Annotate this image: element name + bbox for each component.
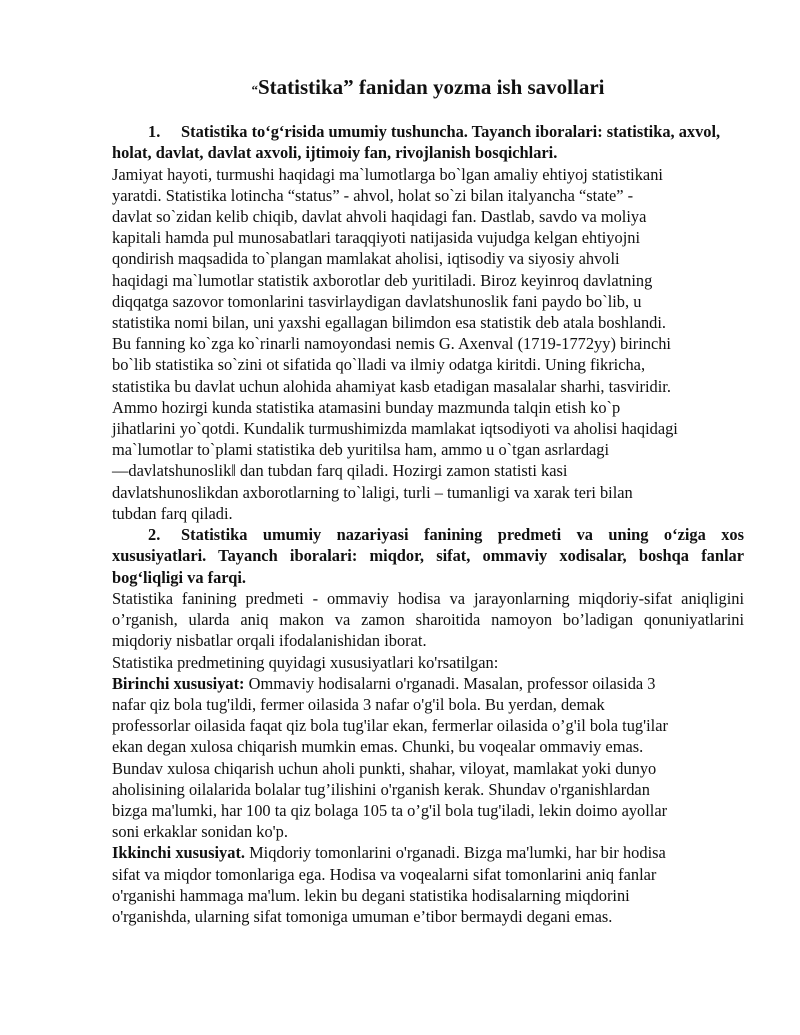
document-page bbox=[112, 72, 744, 927]
question-1-line: ma`lumotlar to`plami statistika deb yuritilsa ham, ammo u o`tgan asrlardagi bbox=[112, 440, 610, 460]
first-feature-line: soni erkaklar sonidan ko'p. bbox=[112, 822, 288, 842]
first-feature-line: ekan degan xulosa chiqarish mumkin emas. Chunki, bu voqealar ommaviy emas. bbox=[112, 737, 644, 757]
question-1-line: yaratdi. Statistika lotincha “status” - ahvol, holat so`zi bilan italyancha “state” - bbox=[112, 185, 634, 205]
question-1-heading bbox=[112, 121, 744, 164]
question-1-line: —davlatshunoslik‖ dan tubdan farq qiladi. Hozirgi zamon statisti kasi bbox=[112, 461, 568, 481]
question-1-line: Ammo hozirgi kunda statistika atamasini bunday mazmunda talqin etish ko`p bbox=[112, 397, 621, 417]
question-1-line: davlat so`zidan kelib chiqib, davlat ahvoli haqidagi fan. Dastlab, savdo va moliya bbox=[112, 207, 647, 226]
title-open-quote: “ bbox=[251, 82, 258, 97]
second-feature-line: sifat va miqdor tomonlariga ega. Hodisa va voqealarni sifat tomonlarini aniq fanlar bbox=[112, 864, 657, 884]
question-2-number: 2. bbox=[148, 525, 161, 545]
first-feature-label: Birinchi xususiyat: bbox=[112, 673, 245, 693]
question-1-line: statistika bu davlat uchun alohida ahamiyat kasb etadigan masalalar sharhi, tasviridir. bbox=[112, 376, 671, 396]
first-feature-line bbox=[112, 673, 744, 694]
question-1-number: 1. bbox=[148, 122, 161, 141]
document-title bbox=[112, 72, 744, 105]
question-1-body bbox=[112, 164, 744, 524]
first-feature-line: Bundav xulosa chiqarish uchun aholi punkti, shahar, viloyat, mamlakat yoki dunyo bbox=[112, 758, 657, 778]
question-1-line: haqidagi ma`lumotlar statistik axborotlar deb yuritiladi. Biroz keyinroq davlatning bbox=[112, 270, 653, 290]
question-1-heading-text: Statistika to‘g‘risida umumiy tushuncha. Tayanch iboralari: statistika, axvol, holat, davlat, davlat axvoli, ijtimoiy fan, rivojlanish bosqichlari. bbox=[112, 122, 721, 163]
first-feature-text: Ommaviy hodisalarni o'rganadi. Masalan, professor oilasida 3 bbox=[244, 673, 656, 693]
second-feature-label: Ikkinchi xususiyat. bbox=[112, 843, 246, 863]
question-1-line: davlatshunoslikdan axborotlarning to`laligi, turli – tumanligi va xarak teri bilan bbox=[112, 482, 633, 502]
question-1-line: kapitali hamda pul munosabatlari taraqqiyoti natijasida vujudga kelgan ehtiyojni bbox=[112, 228, 641, 248]
first-feature-line: nafar qiz bola tug'ildi, fermer oilasida 3 nafar o'g'il bola. Bu yerdan, demak bbox=[112, 694, 605, 714]
question-1-line: Jamiyat hayoti, turmushi haqidagi ma`lumotlarga bo`lgan amaliy ehtiyoj statistikani bbox=[112, 164, 663, 184]
question-2-features-intro: Statistika predmetining quyidagi xususiyatlari ko'rsatilgan: bbox=[112, 652, 499, 672]
question-1-line: qondirish maqsadida to`plangan mamlakat aholisi, iqtisodiy va siyosiy ahvoli bbox=[112, 249, 620, 269]
second-feature-line: o'rganishi hammaga ma'lum. lekin bu degani statistika hodisalarning miqdorini bbox=[112, 885, 630, 905]
question-1-line: diqqatga sazovor tomonlarini tasvirlaydigan davlatshunoslik fani paydo bo`lib, u bbox=[112, 291, 642, 311]
first-feature-line: bizga ma'lumki, har 100 ta qiz bolaga 105 ta o’g'il bola tug'iladi, lekin doimo ayollar bbox=[112, 800, 668, 820]
second-feature-line bbox=[112, 842, 744, 863]
title-text: Statistika” fanidan yozma ish savollari bbox=[257, 75, 605, 99]
first-feature-line: aholisining oilalarida bolalar tug’ilishini o'rganish kerak. Shundav o'rganishlardan bbox=[112, 779, 650, 799]
question-1-line: bo`lib statistika so`zini ot sifatida qo`lladi va ilmiy odatga kiritdi. Uning fikricha, bbox=[112, 355, 646, 375]
second-feature-text: Miqdoriy tomonlarini o'rganadi. Bizga ma'lumki, har bir hodisa bbox=[245, 843, 666, 863]
first-feature-line: professorlar oilasida faqat qiz bola tug'ilar ekan, fermerlar oilasida o’g'il bola tug'ilar bbox=[112, 716, 668, 736]
question-1-line: Bu fanning ko`zga ko`rinarli namoyondasi nemis G. Axenval (1719-1772yy) birinchi bbox=[112, 334, 671, 354]
question-2-heading bbox=[112, 524, 744, 588]
second-feature-paragraph bbox=[112, 842, 744, 927]
question-1-line: jihatlarini yo`qotdi. Kundalik turmushimizda mamlakat iqtsodiyoti va aholisi haqidagi bbox=[112, 419, 678, 439]
question-2-definition: Statistika fanining predmeti - ommaviy hodisa va jarayonlarning miqdoriy-sifat aniqligini o’rganish, ularda aniq makon va zamon sharoitida namoyon bo’ladigan qonuniyatlarini miqdoriy nisbatlar orqali ifodalanishidan iborat. bbox=[112, 588, 744, 651]
question-1-line: tubdan farq qiladi. bbox=[112, 503, 233, 523]
question-2-heading-text: Statistika umumiy nazariyasi fanining predmeti va uning o‘ziga xos xususiyatlari. Tayanch iboralari: miqdor, sifat, ommaviy xodisalar, boshqa fanlar bog‘liqligi va farqi. bbox=[112, 525, 744, 587]
question-1-line: statistika nomi bilan, uni yaxshi egallagan bilimdon esa statistik deb atala boshlandi. bbox=[112, 313, 666, 333]
second-feature-line: o'rganishda, ularning sifat tomoniga umuman e’tibor bermaydi degani emas. bbox=[112, 906, 613, 926]
first-feature-paragraph bbox=[112, 673, 744, 843]
